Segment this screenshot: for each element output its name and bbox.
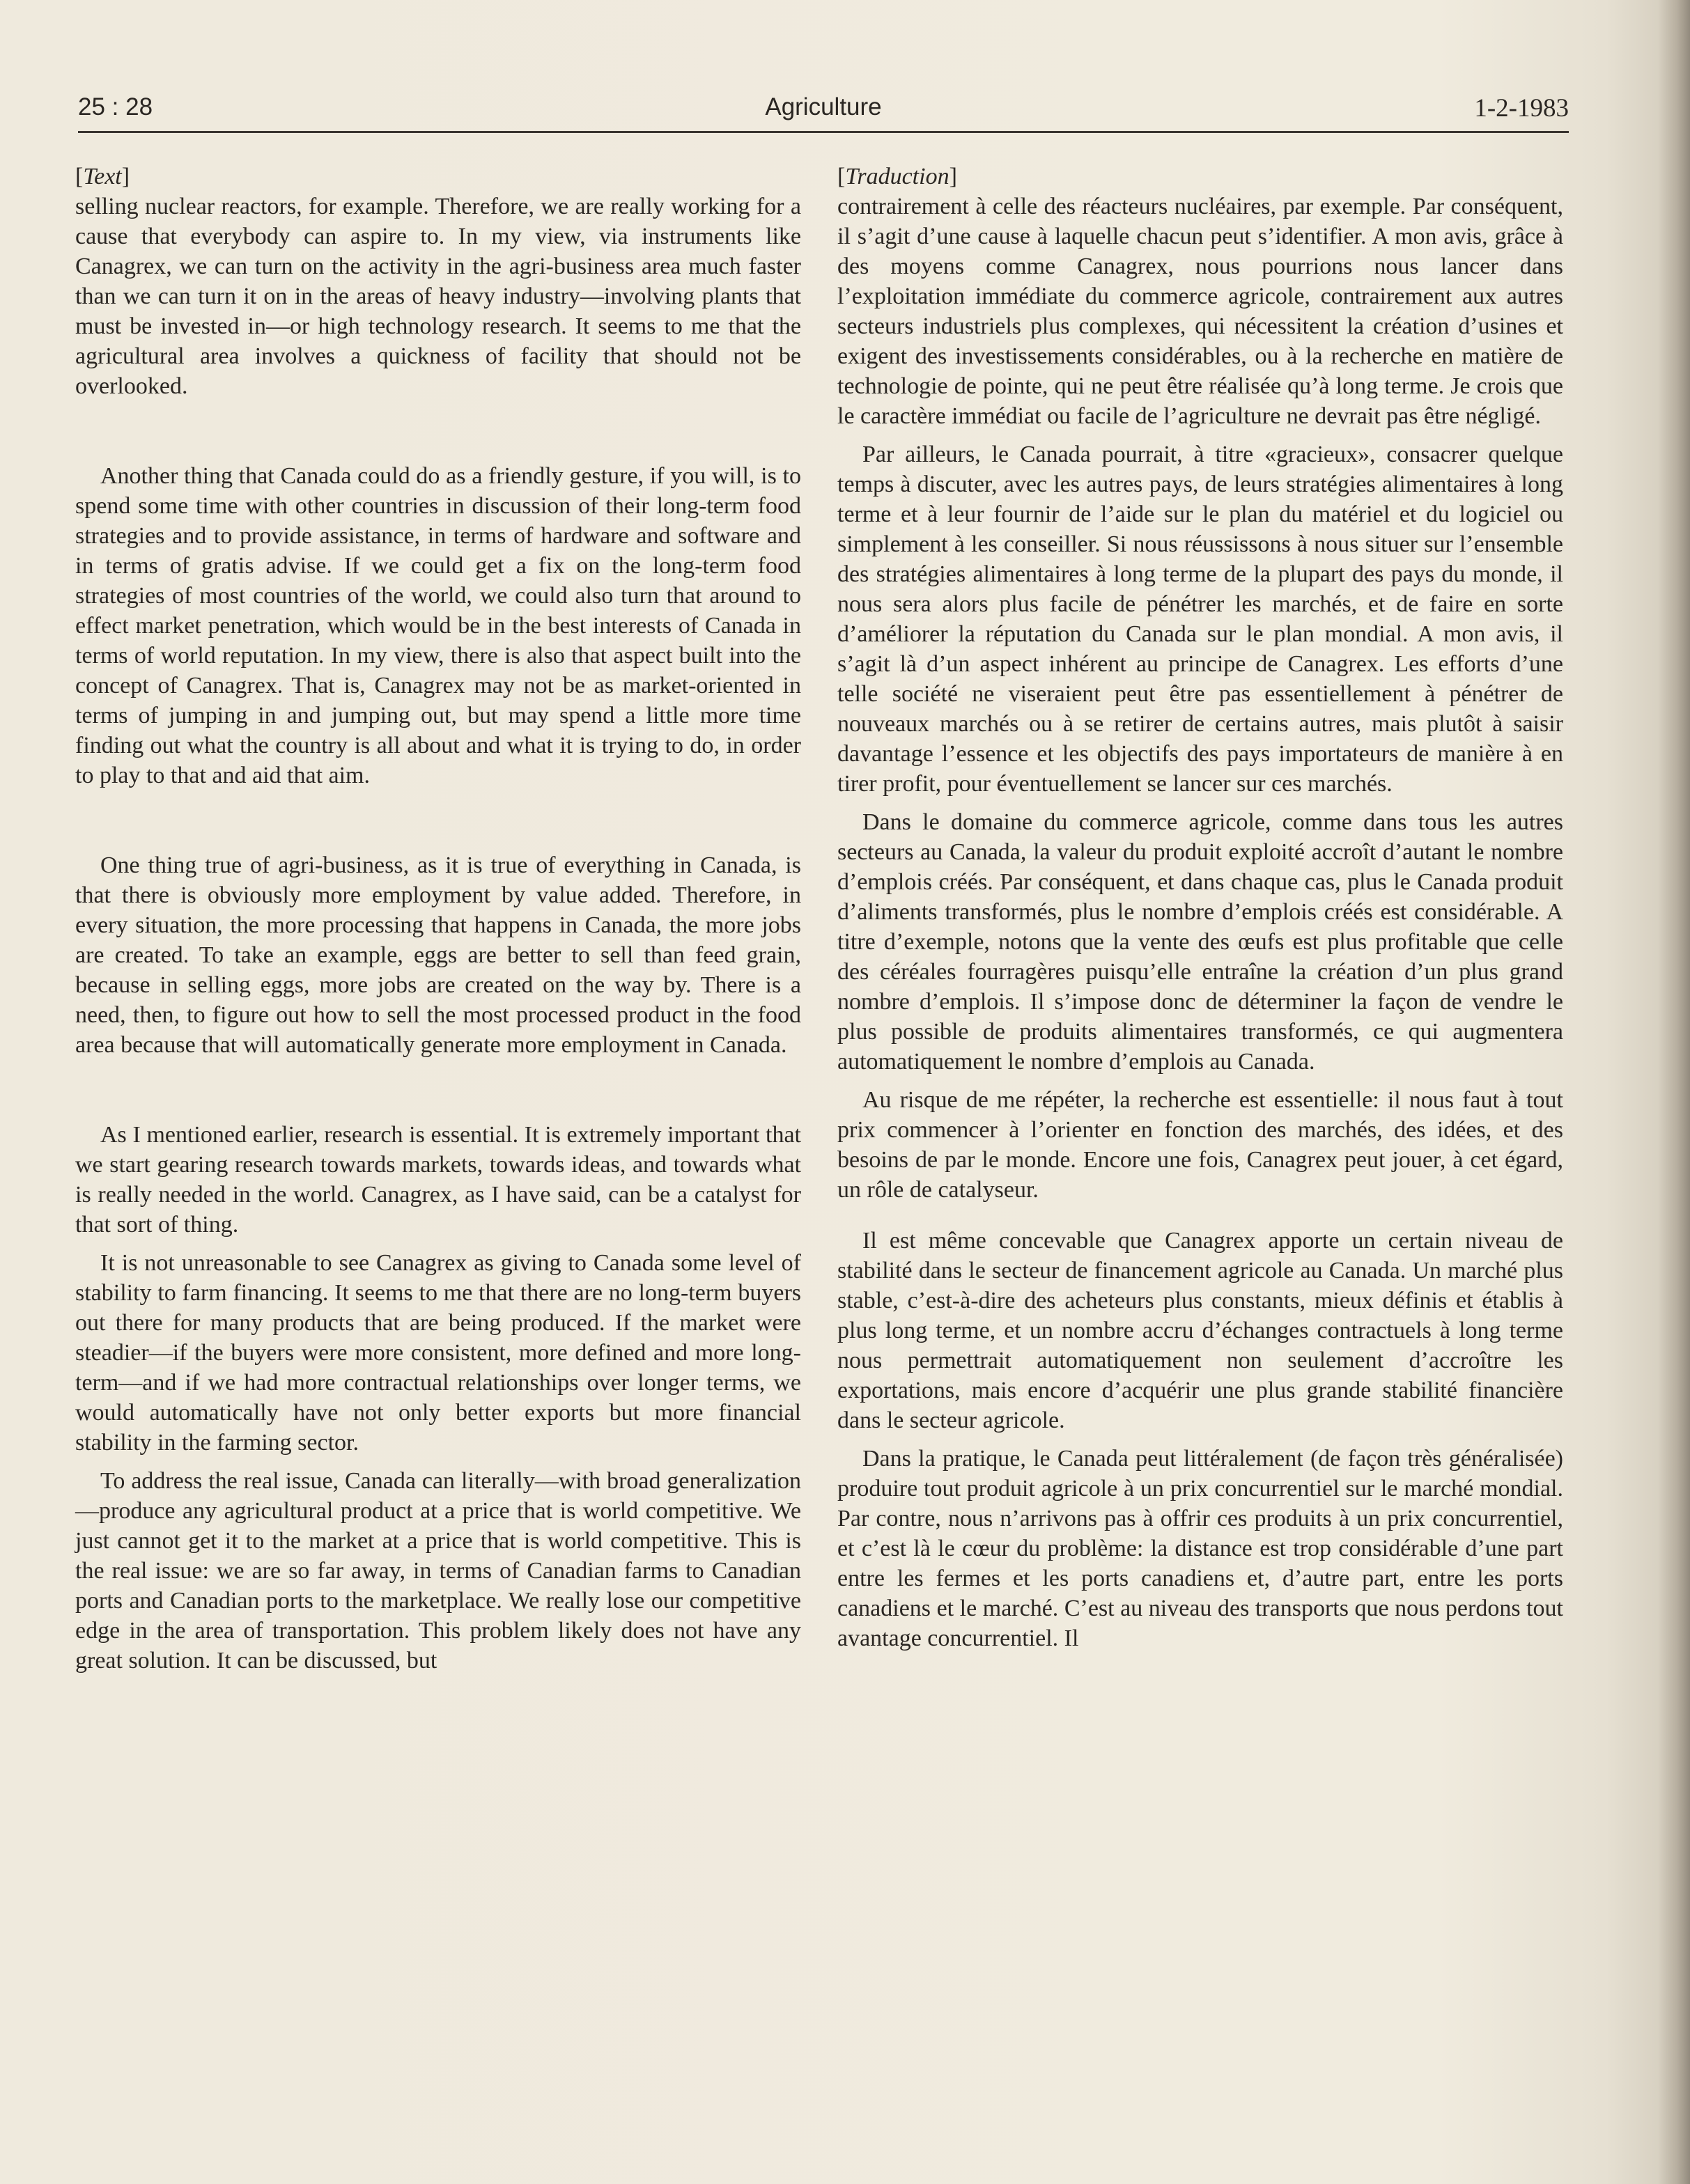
paragraph: As I mentioned earlier, research is essential. It is extremely important that we start gearing research towards markets, towards ideas, and towards what is really needed in the world. Canagrex, as I have said, can be a catalyst for that sort of thing. — [75, 1122, 801, 1238]
paragraph: One thing true of agri-business, as it is true of everything in Canada, is that there is obviously more employment by value added. Therefore, in every situation, the more processing that happens in Canada, the more jobs are created. To take an example, eggs are better to sell than feed grain, because in selling eggs, more jobs are created on the way by. There is a need, then, to figure out how to sell the most processed product in the food area because that will automatically generate more employment in Canada. — [75, 852, 801, 1058]
paragraph: It is not unreasonable to see Canagrex as giving to Canada some level of stability to farm financing. It seems to me that there are no long-term buyers out there for many products that are being produced. If the market were steadier—if the buyers were more consistent, more defined and more long-term—and if we had more contractual relationships over longer terms, we would automatically have not only better exports but more financial stability in the farming sector. — [75, 1250, 801, 1456]
paragraph: To address the real issue, Canada can literally—with broad generalization—produce any agricultural product at a price that is world competitive. We just cannot get it to the market at a price that is world competitive. This is the real issue: we are so far away, in terms of Canadian farms to Canadian ports and Canadian ports to the marketplace. We really lose our competitive edge in the area of transportation. This problem likely does not have any great solution. It can be discussed, but — [75, 1468, 801, 1674]
column-label-text: Text — [83, 164, 122, 189]
english-column — [75, 162, 801, 1676]
page-header — [78, 86, 1569, 133]
paragraph: Au risque de me répéter, la recherche est essentielle: il nous faut à tout prix commencer à l’orienter en fonction des marchés, des idées, et des besoins de par le monde. Encore une fois, Canagrex peut jouer, à cet égard, un rôle de catalyseur. — [837, 1087, 1563, 1203]
page-date: 1-2-1983 — [1474, 94, 1569, 123]
paragraph: Il est même concevable que Canagrex apporte un certain niveau de stabilité dans le secteur de financement agricole au Canada. Un marché plus stable, c’est-à-dire des acheteurs plus constants, mieux définis et établis à plus long terme, et un nombre accru d’échanges contractuels à long terme nous permettrait automatiquement non seulement d’accroître les exportations, mais encore d’acquérir une plus grande stabilité financière dans le secteur agricole. — [837, 1228, 1563, 1433]
paragraph: Another thing that Canada could do as a friendly gesture, if you will, is to spend some time with other countries in discussion of their long-term food strategies and to provide assistance, in terms of hardware and software and in terms of gratis advise. If we could get a fix on the long-term food strategies of most countries of the world, we could also turn that around to effect market penetration, which would be in the best interests of Canada in terms of world reputation. In my view, there is also that aspect built into the concept of Canagrex. That is, Canagrex may not be as market-oriented in terms of jumping in and jumping out, but may spend a little more time finding out what the country is all about and what it is trying to do, in order to play to that and aid that aim. — [75, 463, 801, 788]
paragraph: Dans la pratique, le Canada peut littéralement (de façon très généralisée) produire tout produit agricole à un prix concurrentiel sur le marché mondial. Par contre, nous n’arrivons pas à offrir ces produits à un prix concurrentiel, et c’est là le cœur du problème: la distance est trop considérable d’une part entre les fermes et les ports canadiens et, d’autre part, entre les ports canadiens et le marché. C’est au niveau des transports que nous perdons tout avantage concurrentiel. Il — [837, 1446, 1563, 1651]
french-column — [837, 162, 1563, 1653]
page-title: Agriculture — [765, 93, 882, 120]
paragraph: Dans le domaine du commerce agricole, comme dans tous les autres secteurs au Canada, la valeur du produit exploité accroît d’autant le nombre d’emplois créés. Par conséquent, et dans chaque cas, plus le Canada produit d’aliments transformés, plus le nombre d’emplois créés est considérable. A titre d’exemple, notons que la vente des œufs est plus profitable que celle des céréales fourragères puisqu’elle entraîne la création d’un plus grand nombre d’emplois. Il s’impose donc de déterminer la façon de vendre le plus possible de produits alimentaires transformés, ce qui augmentera automatiquement le nombre d’emplois au Canada. — [837, 809, 1563, 1075]
page-number: 25 : 28 — [78, 93, 153, 120]
column-label: [Text] — [75, 164, 130, 189]
paragraph: selling nuclear reactors, for example. Therefore, we are really working for a cause that everybody can aspire to. In my view, via instruments like Canagrex, we can turn on the activity in the agri-business area much faster than we can turn it on in the areas of heavy industry—involving plants that must be invested in—or high technology research. It seems to me that the agricultural area involves a quickness of facility that should not be overlooked. — [75, 194, 801, 399]
column-label: [Traduction] — [837, 164, 957, 189]
page-binding-shadow — [1658, 0, 1690, 2184]
column-label-text: Traduction — [845, 164, 949, 189]
paragraph: Par ailleurs, le Canada pourrait, à titre «gracieux», consacrer quelque temps à discuter, avec les autres pays, de leurs stratégies alimentaires à long terme et à leur fournir de l’aide sur le plan du matériel et du logiciel ou simplement à les conseiller. Si nous réussissons à nous situer sur l’ensemble des stratégies alimentaires à long terme de la plupart des pays du monde, il nous sera alors plus facile de pénétrer les marchés, et de faire en sorte d’améliorer la réputation du Canada sur le plan mondial. A mon avis, il s’agit là d’un aspect inhérent au principe de Canagrex. Les efforts d’une telle société ne viseraient peut être pas essentiellement à pénétrer de nouveaux marchés ou à se retirer de certains autres, mais plutôt à saisir davantage l’essence et les objectifs des pays importateurs de manière à en tirer profit, pour éventuellement se lancer sur ces marchés. — [837, 442, 1563, 797]
paragraph: contrairement à celle des réacteurs nucléaires, par exemple. Par conséquent, il s’agit d’une cause à laquelle chacun peut s’identifier. A mon avis, grâce à des moyens comme Canagrex, nous pourrions nous lancer dans l’exploitation immédiate du commerce agricole, contrairement aux autres secteurs industriels plus complexes, qui nécessitent la création d’usines et exigent des investissements considérables, ou à la recherche en matière de technologie de pointe, qui ne peut être réalisée qu’à long terme. Je crois que le caractère immédiat ou facile de l’agriculture ne devrait pas être négligé. — [837, 194, 1563, 429]
